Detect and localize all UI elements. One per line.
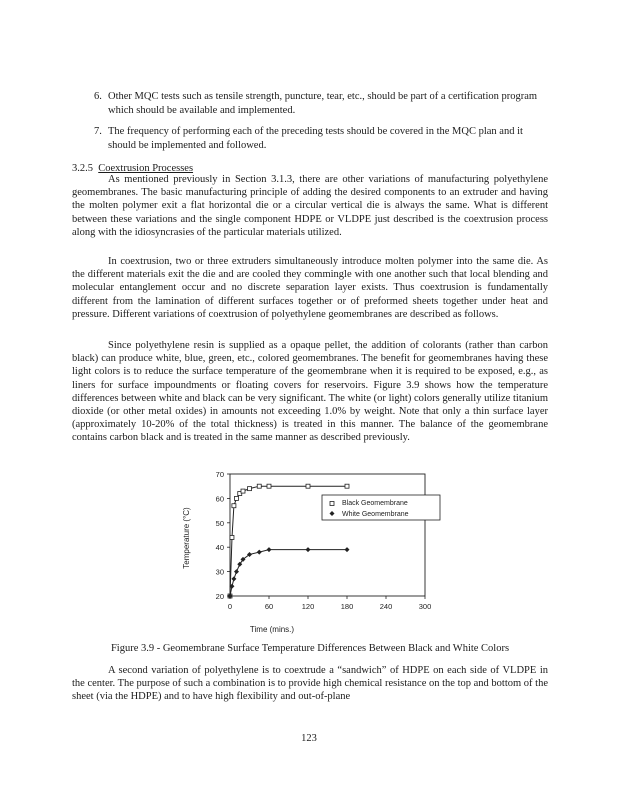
section-title: Coextrusion Processes — [98, 163, 194, 174]
x-tick-label: 180 — [340, 602, 354, 611]
chart-legend — [322, 495, 440, 520]
x-tick-label: 300 — [418, 602, 432, 611]
black-geomembrane-point — [257, 484, 261, 488]
plot-frame — [230, 474, 425, 596]
white-geomembrane-point — [231, 576, 236, 581]
y-tick-label: 30 — [215, 567, 224, 577]
list-item — [94, 90, 548, 118]
white-geomembrane-point — [267, 547, 272, 552]
y-tick-label: 20 — [215, 592, 224, 601]
black-geomembrane-point — [267, 484, 271, 488]
list-number: 6. — [94, 91, 102, 102]
temperature-chart — [170, 464, 460, 636]
white-geomembrane-point — [257, 550, 262, 555]
paragraph: In coextrusion, two or three extruders simultaneously introduce molten polymer into the same die. As the different materials exit the die and are cooled they commingle with one another such that local blending and molecular entanglement occur and no discrete separation layer exists. Thus coextrusion is fundamentally different from the lamination of different surfaces together or of preformed sheets together under heat and pressure. Different variations of coextrusion of polyethylene geomembranes are described as follows. — [72, 256, 548, 320]
list-number: 7. — [94, 126, 102, 137]
y-tick-label: 70 — [215, 470, 224, 479]
paragraph: As mentioned previously in Section 3.1.3, there are other variations of manufacturing polyethylene geomembranes. The basic manufacturing principle of adding the desired components to an extruder and having the molten polymer exit a flat horizontal die or a circular vertical die is always the same. What is different between these variations and the single component HDPE or VLDPE just described is the coextrusion process along with the idiosyncrasies of the particular materials utilized. — [72, 174, 548, 238]
black-geomembrane-point — [235, 496, 239, 500]
figure-caption: Figure 3.9 - Geomembrane Surface Temperature Differences Between Black and White Colors — [110, 643, 510, 654]
x-tick-label: 240 — [379, 602, 393, 611]
white-geomembrane-point — [306, 547, 311, 552]
y-tick-label: 40 — [215, 543, 224, 553]
x-tick-label: 60 — [264, 602, 274, 611]
x-axis-label: Time (mins.) — [249, 625, 295, 634]
black-geomembrane-point — [241, 489, 245, 493]
legend-label-white: White Geomembrane — [342, 511, 409, 518]
black-geomembrane-point — [248, 487, 252, 491]
black-geomembrane-point — [232, 504, 236, 508]
paragraph: Since polyethylene resin is supplied as a opaque pellet, the addition of colorants (rather than carbon black) can produce white, blue, green, etc., colored geomembranes. The benefit for geomembranes having these light colors is to reduce the surface temperature of the geomembrane when it is required to be exposed, e.g., as liners for surface impoundments or floating covers for reservoirs. Figure 3.9 shows how the temperature differences between white and black can be very significant. The white (or light) colors generally utilize titanium dioxide (or other metal oxides) in amounts not exceeding 1.0% by weight. Note that only a thin surface layer (approximately 10-20% of the total thickness) is treated in this manner. The balance of the geomembrane contains carbon black and is treated in the same manner as described previously. — [72, 340, 548, 444]
black-geomembrane-point — [230, 535, 234, 539]
black-geomembrane-point — [345, 484, 349, 488]
white-geomembrane-point — [234, 569, 239, 574]
list-text: Other MQC tests such as tensile strength, puncture, tear, etc., should be part of a certification program which should be available and implemented. — [108, 91, 538, 116]
section-number: 3.2.5 — [72, 163, 93, 174]
legend-label-black: Black Geomembrane — [342, 500, 408, 507]
y-axis-label: Temperature (°C) — [182, 507, 191, 569]
x-tick-label: 0 — [227, 602, 233, 611]
paragraph: A second variation of polyethylene is to coextrude a “sandwich” of HDPE on each side of VLDPE in the center. The purpose of such a combination is to provide high chemical resistance on the top and bottom of the sheet (via the HDPE) and to have high flexibility and out-of-plane — [72, 665, 548, 703]
y-tick-label: 50 — [215, 518, 224, 528]
list-item — [94, 125, 548, 153]
white-geomembrane-line — [230, 550, 347, 596]
black-geomembrane-point — [306, 484, 310, 488]
legend-marker-black — [330, 502, 334, 506]
page-number: 123 — [301, 733, 317, 744]
white-geomembrane-point — [345, 547, 350, 552]
x-tick-label: 120 — [301, 602, 315, 611]
y-tick-label: 60 — [215, 494, 224, 504]
list-text: The frequency of performing each of the preceding tests should be covered in the MQC plan and it should be implemented and followed. — [108, 126, 523, 151]
chart-axes — [216, 470, 432, 611]
